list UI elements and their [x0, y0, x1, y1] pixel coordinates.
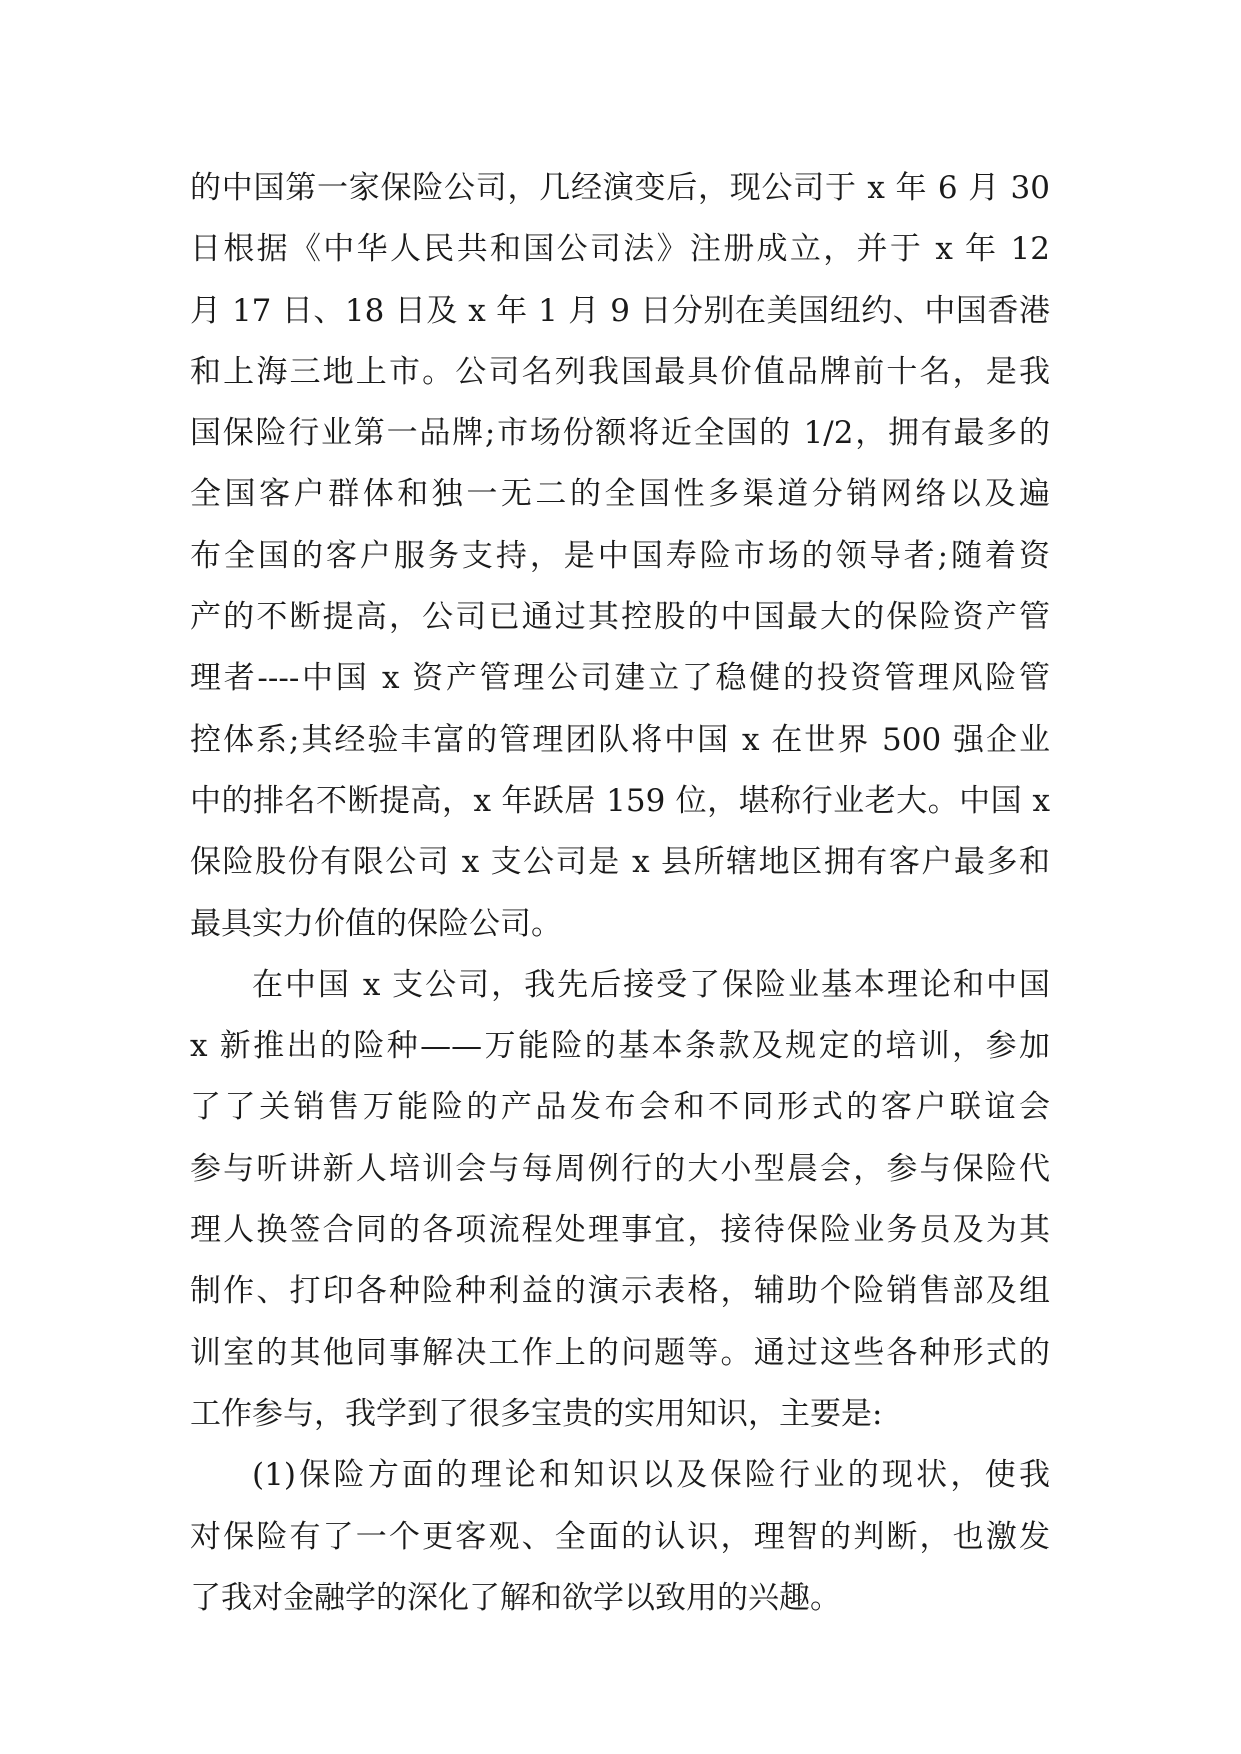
text-line: 制作、打印各种险种利益的演示表格，辅助个险销售部及组	[190, 1273, 1050, 1310]
text-line: 产的不断提高，公司已通过其控股的中国最大的保险资产管	[190, 599, 1050, 636]
body-text	[190, 158, 1050, 1629]
text-line: 了了关销售万能险的产品发布会和不同形式的客户联谊会	[190, 1089, 1050, 1126]
text-line: x 新推出的险种——万能险的基本条款及规定的培训，参加	[190, 1028, 1050, 1065]
text-line: (1)保险方面的理论和知识以及保险行业的现状，使我	[252, 1457, 1050, 1494]
text-line: 理者----中国 x 资产管理公司建立了稳健的投资管理风险管	[190, 660, 1050, 697]
text-line: 工作参与，我学到了很多宝贵的实用知识，主要是:	[190, 1395, 883, 1432]
text-line: 布全国的客户服务支持，是中国寿险市场的领导者;随着资	[190, 537, 1050, 574]
text-line: 在中国 x 支公司，我先后接受了保险业基本理论和中国	[252, 966, 1050, 1003]
text-line: 训室的其他同事解决工作上的问题等。通过这些各种形式的	[190, 1334, 1050, 1371]
text-line: 控体系;其经验丰富的管理团队将中国 x 在世界 500 强企业	[190, 721, 1050, 758]
text-line: 了我对金融学的深化了解和欲学以致用的兴趣。	[190, 1579, 841, 1616]
text-line: 国保险行业第一品牌;市场份额将近全国的 1/2，拥有最多的	[190, 415, 1050, 452]
text-line: 和上海三地上市。公司名列我国最具价值品牌前十名，是我	[190, 353, 1050, 390]
text-line: 的中国第一家保险公司，几经演变后，现公司于 x 年 6 月 30	[190, 170, 1050, 206]
text-line: 参与听讲新人培训会与每周例行的大小型晨会，参与保险代	[190, 1150, 1050, 1187]
text-line: 最具实力价值的保险公司。	[190, 905, 562, 942]
text-line: 保险股份有限公司 x 支公司是 x 县所辖地区拥有客户最多和	[190, 844, 1050, 881]
text-line: 理人换签合同的各项流程处理事宜，接待保险业务员及为其	[190, 1212, 1050, 1249]
text-line: 对保险有了一个更客观、全面的认识，理智的判断，也激发	[190, 1518, 1050, 1555]
text-line: 日根据《中华人民共和国公司法》注册成立，并于 x 年 12	[190, 231, 1050, 268]
text-line: 全国客户群体和独一无二的全国性多渠道分销网络以及遍	[190, 476, 1050, 513]
text-line: 中的排名不断提高，x 年跃居 159 位，堪称行业老大。中国 x	[190, 782, 1050, 819]
text-line: 月 17 日、18 日及 x 年 1 月 9 日分别在美国纽约、中国香港	[190, 292, 1050, 329]
